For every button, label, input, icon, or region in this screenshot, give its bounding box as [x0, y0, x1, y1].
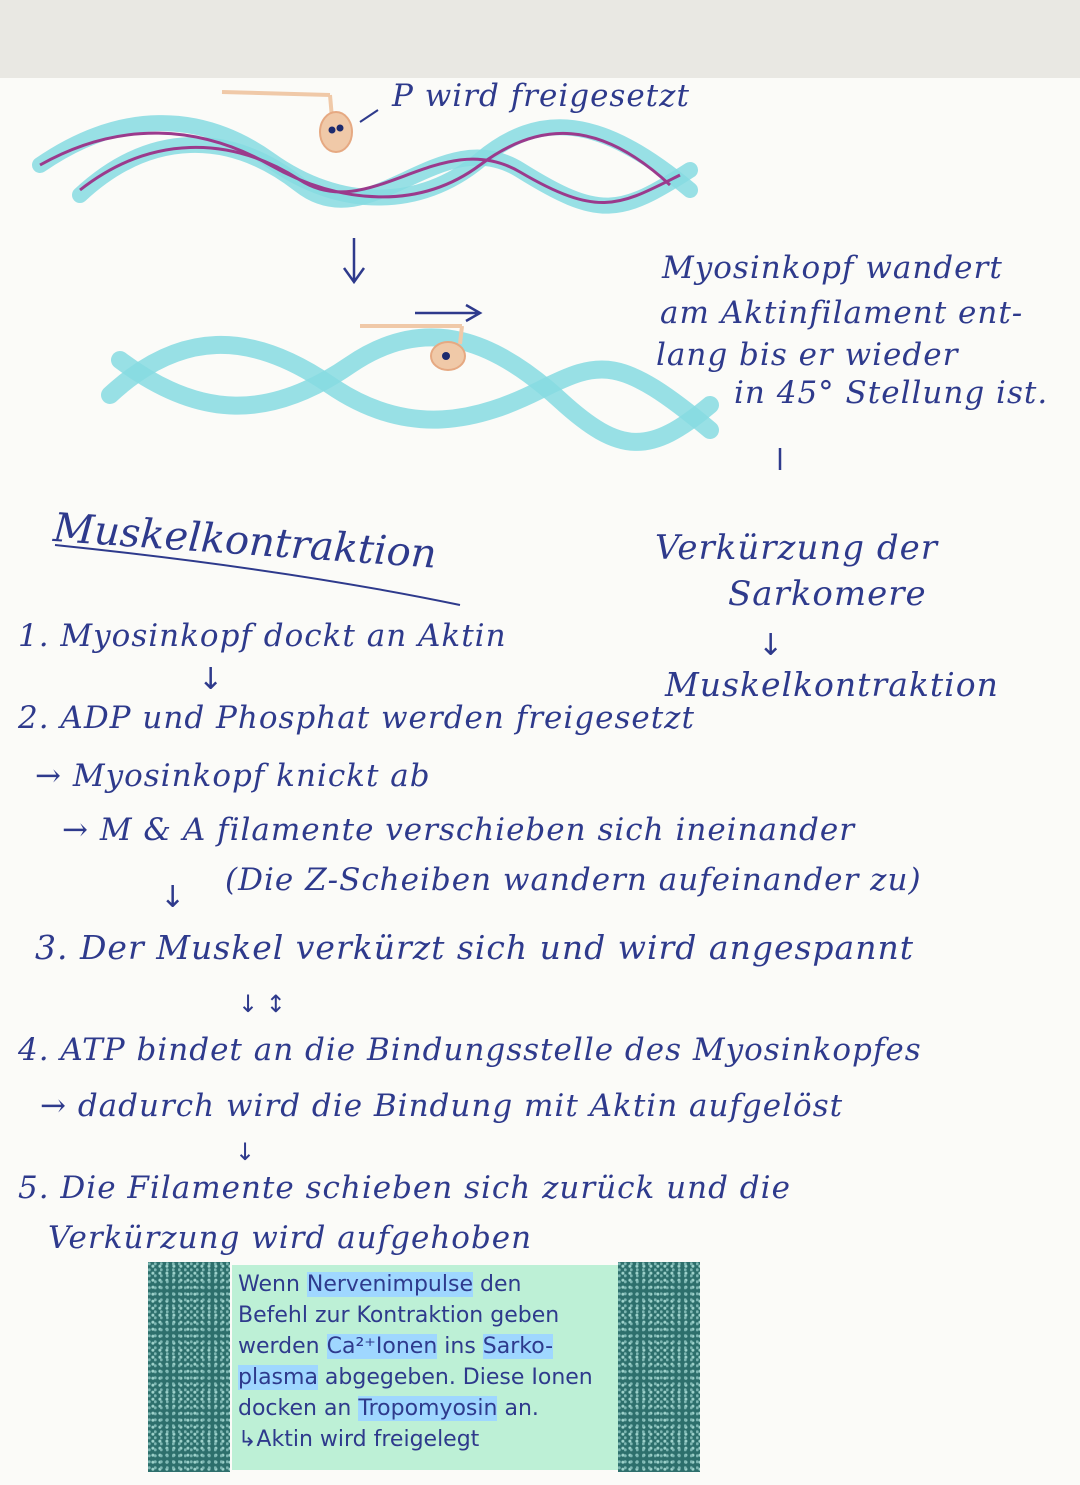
down-arrow-step-4: ↓ [235, 1138, 256, 1166]
glitter-tape-right [618, 1262, 700, 1472]
step-3: 3. Der Muskel verkürzt sich und wird angespannt [35, 928, 914, 967]
down-arrow-step-3: ↓ ↕ [238, 990, 286, 1018]
step-5-detail: Verkürzung wird aufgehoben [48, 1220, 533, 1256]
step-2-detail-b: → M & A filamente verschieben sich ineinander [62, 812, 856, 848]
step-4-detail: → dadurch wird die Bindung mit Aktin aufgelöst [40, 1088, 844, 1124]
step-2-detail-a: → Myosinkopf knickt ab [35, 758, 431, 794]
note-line-6: ↳Aktin wird freigelegt [238, 1427, 480, 1452]
down-arrow-step-1: ↓ [198, 662, 224, 697]
glitter-tape-left [148, 1262, 230, 1472]
down-arrow-step-2: ↓ [160, 880, 186, 915]
sticky-note [232, 1265, 624, 1470]
step-4: 4. ATP bindet an die Bindungsstelle des Myosinkopfes [18, 1032, 922, 1068]
released-label: P wird freigesetzt [392, 78, 690, 114]
down-arrow-right-2: ↓ [758, 628, 784, 663]
side-note-line-4: in 45° Stellung ist. [734, 375, 1049, 411]
note-line-4: plasma abgegeben. Diese Ionen [238, 1365, 593, 1390]
note-line-2: Befehl zur Kontraktion geben [238, 1303, 560, 1328]
step-1: 1. Myosinkopf dockt an Aktin [18, 618, 507, 654]
right-chain-step-1b: Sarkomere [728, 574, 927, 614]
side-note-line-3: lang bis er wieder [656, 337, 959, 373]
note-line-1: Wenn Nervenimpulse den [238, 1272, 522, 1297]
step-5: 5. Die Filamente schieben sich zurück und die [18, 1170, 791, 1206]
side-note-line-2: am Aktinfilament ent- [660, 295, 1024, 331]
section-heading: Muskelkontraktion [51, 505, 439, 578]
right-chain-step-1: Verkürzung der [655, 528, 938, 568]
heading-underline [0, 0, 1080, 620]
right-chain-step-2: Muskelkontraktion [665, 665, 999, 704]
side-note-line-1: Myosinkopf wandert [662, 250, 1003, 286]
step-2-detail-c: (Die Z-Scheiben wandern aufeinander zu) [225, 862, 922, 898]
note-line-3: werden Ca²⁺Ionen ins Sarko- [238, 1334, 554, 1359]
step-2: 2. ADP und Phosphat werden freigesetzt [18, 700, 695, 736]
note-line-5: docken an Tropomyosin an. [238, 1396, 539, 1421]
